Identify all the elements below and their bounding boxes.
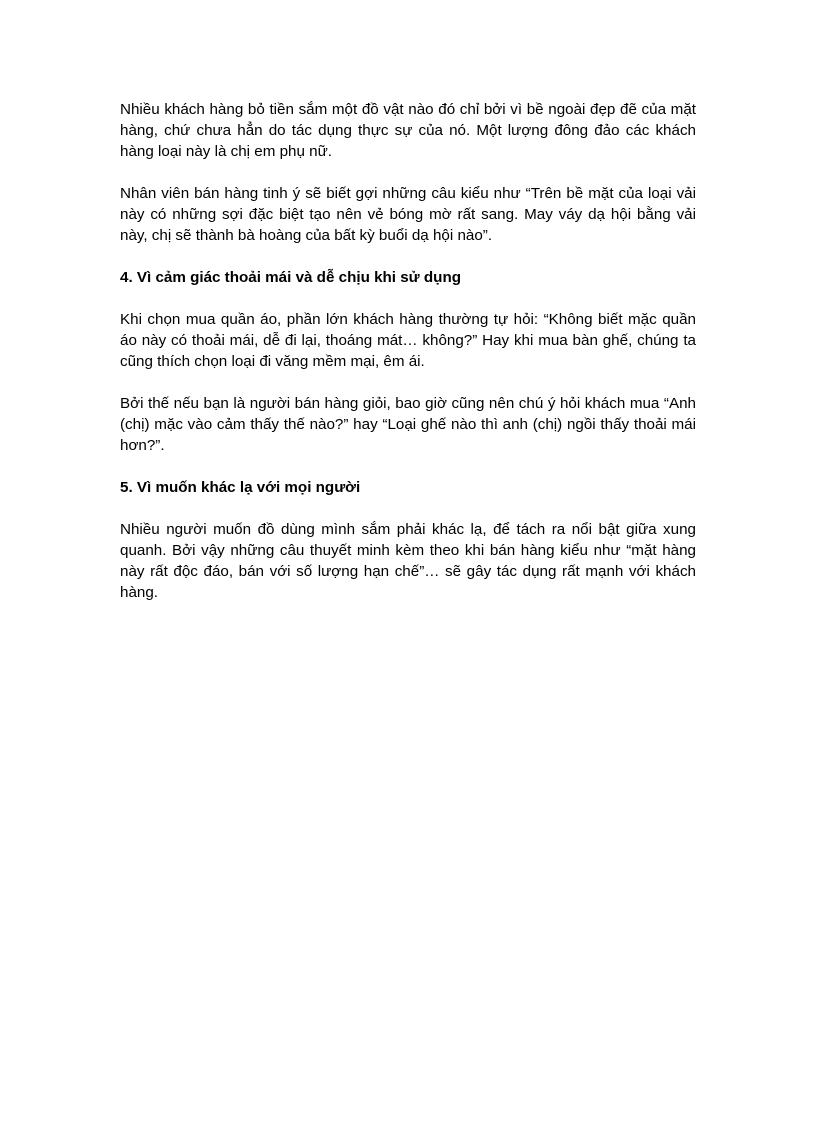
section-heading-comfort: 4. Vì cảm giác thoải mái và dễ chịu khi sử dụng — [120, 269, 461, 286]
document-page — [120, 99, 696, 624]
paragraph-ask-customer: Bởi thế nếu bạn là người bán hàng giỏi, bao giờ cũng nên chú ý hỏi khách mua “Anh (chị) mặc vào cảm thấy thế nào?” hay “Loại ghế nào thì anh (chị) ngồi thấy thoải mái hơn?”. — [120, 395, 696, 454]
paragraph-unique-items: Nhiều người muốn đồ dùng mình sắm phải khác lạ, để tách ra nổi bật giữa xung quanh. Bởi vậy những câu thuyết minh kèm theo khi bán hàng kiểu như “mặt hàng này rất độc đáo, bán với số lượng hạn chế”… sẽ gây tác dụng rất mạnh với khách hàng. — [120, 521, 696, 601]
paragraph-salesperson-fabric: Nhân viên bán hàng tinh ý sẽ biết gợi những câu kiểu như “Trên bề mặt của loại vải này có những sợi đặc biệt tạo nên vẻ bóng mờ rất sang. May váy dạ hội bằng vải này, chị sẽ thành bà hoàng của bất kỳ buổi dạ hội nào”. — [120, 185, 696, 244]
paragraph-comfort-clothes: Khi chọn mua quần áo, phần lớn khách hàng thường tự hỏi: “Không biết mặc quần áo này có thoải mái, dễ đi lại, thoáng mát… không?” Hay khi mua bàn ghế, chúng ta cũng thích chọn loại đi văng mềm mại, êm ái. — [120, 311, 696, 370]
section-heading-different: 5. Vì muốn khác lạ với mọi người — [120, 479, 361, 496]
paragraph-appearance-buyers: Nhiều khách hàng bỏ tiền sắm một đồ vật nào đó chỉ bởi vì bề ngoài đẹp đẽ của mặt hàng, chứ chưa hẳn do tác dụng thực sự của nó. Một lượng đông đảo các khách hàng loại này là chị em phụ nữ. — [120, 101, 696, 160]
